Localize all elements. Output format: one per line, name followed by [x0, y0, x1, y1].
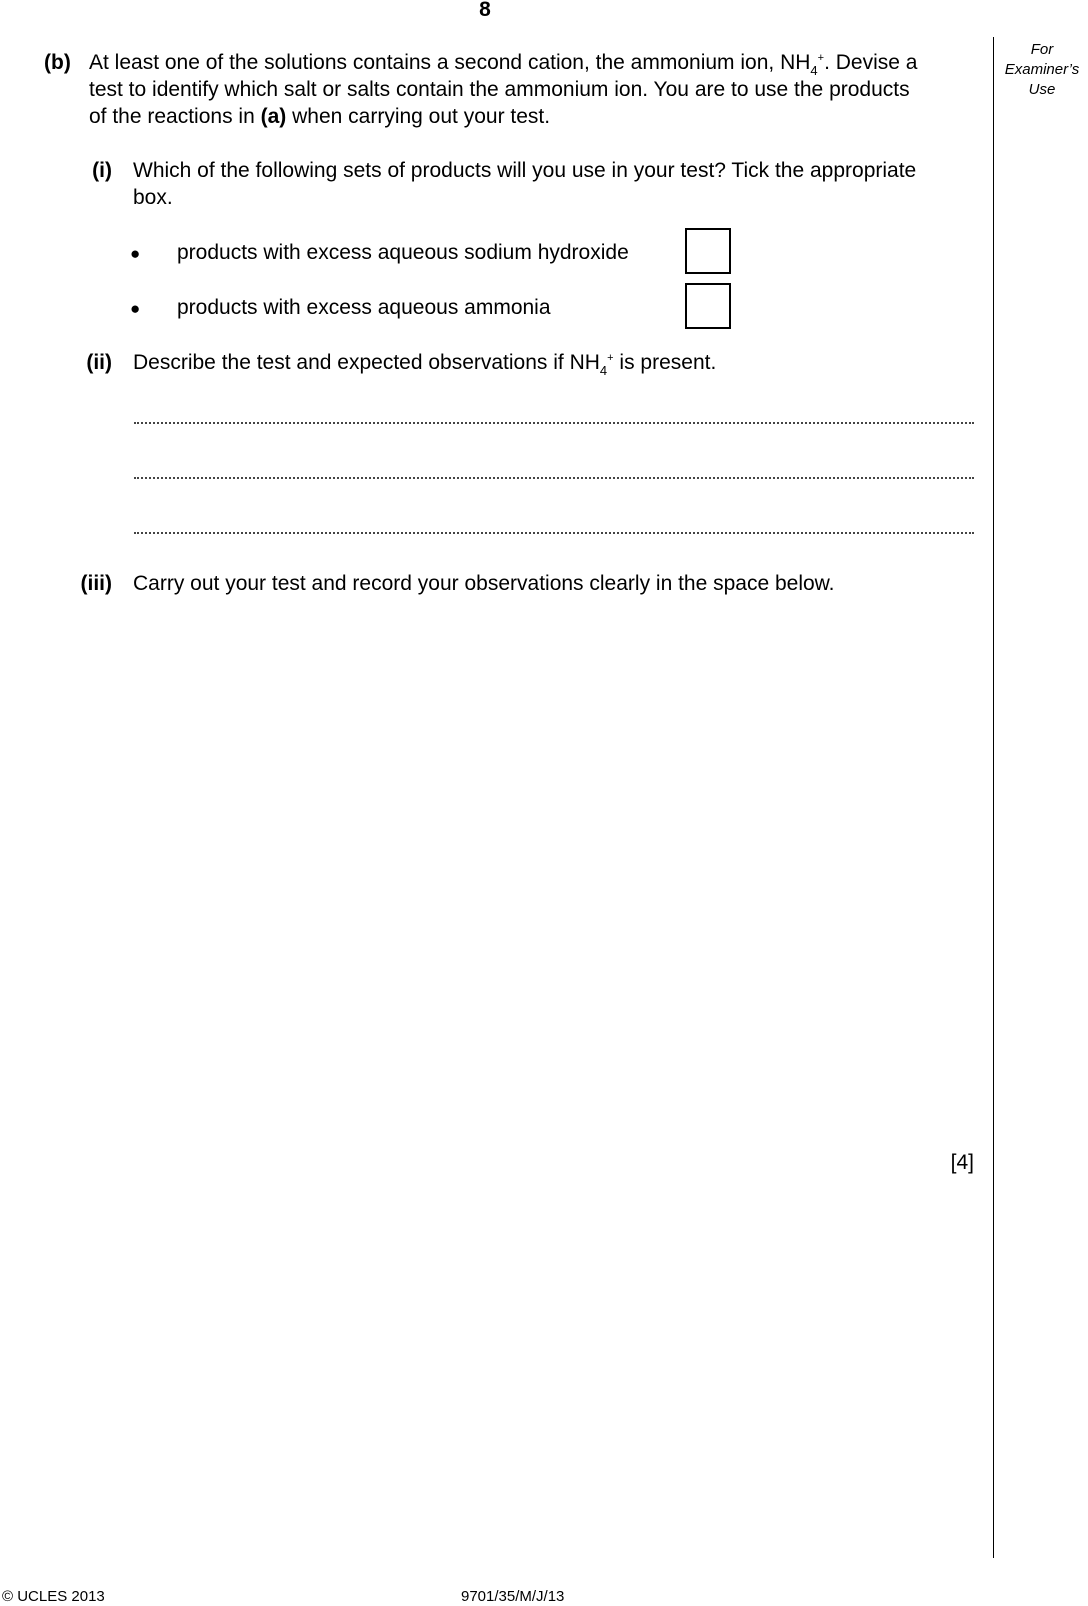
question-b-line3-post: when carrying out your test. [286, 105, 551, 128]
observations-answer-space[interactable] [133, 610, 974, 1140]
bullet-icon: ● [130, 244, 141, 263]
marks-allocation: [4] [950, 1151, 974, 1174]
tick-box-sodium-hydroxide[interactable] [685, 228, 731, 274]
question-b-text [89, 49, 974, 130]
nh4-superscript: + [607, 352, 614, 364]
part-i-line2: box. [133, 186, 173, 209]
part-ii-text-pre: Describe the test and expected observations if NH [133, 351, 600, 374]
nh4-superscript: + [817, 52, 825, 64]
part-ii-text-post: is present. [613, 351, 717, 374]
option-aqueous-ammonia-label: products with excess aqueous ammonia [177, 296, 551, 319]
part-i-label: (i) [92, 159, 112, 182]
examiner-label-line2: Examiner’s [1004, 61, 1080, 78]
question-b-line3-ref: (a) [260, 105, 287, 128]
page-number: 8 [479, 0, 491, 21]
question-b-line1-pre: At least one of the solutions contains a second cation, the ammonium ion, NH [89, 51, 811, 74]
part-iii-text: Carry out your test and record your observations clearly in the space below. [133, 572, 835, 595]
tick-box-aqueous-ammonia[interactable] [685, 283, 731, 329]
nh4-subscript: 4 [810, 63, 818, 78]
part-i-line1: Which of the following sets of products will you use in your test? Tick the appropriate [133, 159, 917, 182]
option-sodium-hydroxide-label: products with excess aqueous sodium hydroxide [177, 241, 629, 264]
question-b-line3-pre: of the reactions in [89, 105, 261, 128]
footer-copyright: © UCLES 2013 [2, 1588, 105, 1605]
question-b-label: (b) [44, 51, 71, 74]
answer-line-1[interactable] [134, 418, 974, 424]
answer-line-2[interactable] [134, 473, 974, 479]
examiner-margin-label [996, 40, 1088, 100]
question-b-line3 [89, 103, 974, 130]
part-iii-label: (iii) [80, 572, 112, 595]
nh4-subscript: 4 [599, 363, 608, 378]
examiner-margin-rule [993, 37, 994, 1558]
question-b-line1 [89, 49, 974, 76]
question-b-line2: test to identify which salt or salts contain the ammonium ion. You are to use the products [89, 78, 910, 101]
examiner-label-line1: For [1030, 41, 1054, 58]
part-ii-label: (ii) [86, 351, 112, 374]
part-i-text [133, 157, 974, 211]
footer-paper-code: 9701/35/M/J/13 [461, 1588, 565, 1605]
examiner-label-line3: Use [1028, 81, 1056, 98]
bullet-icon: ● [130, 299, 141, 318]
question-b-line1-post: . Devise a [824, 51, 918, 74]
part-ii-text [133, 349, 716, 376]
answer-line-3[interactable] [134, 528, 974, 534]
